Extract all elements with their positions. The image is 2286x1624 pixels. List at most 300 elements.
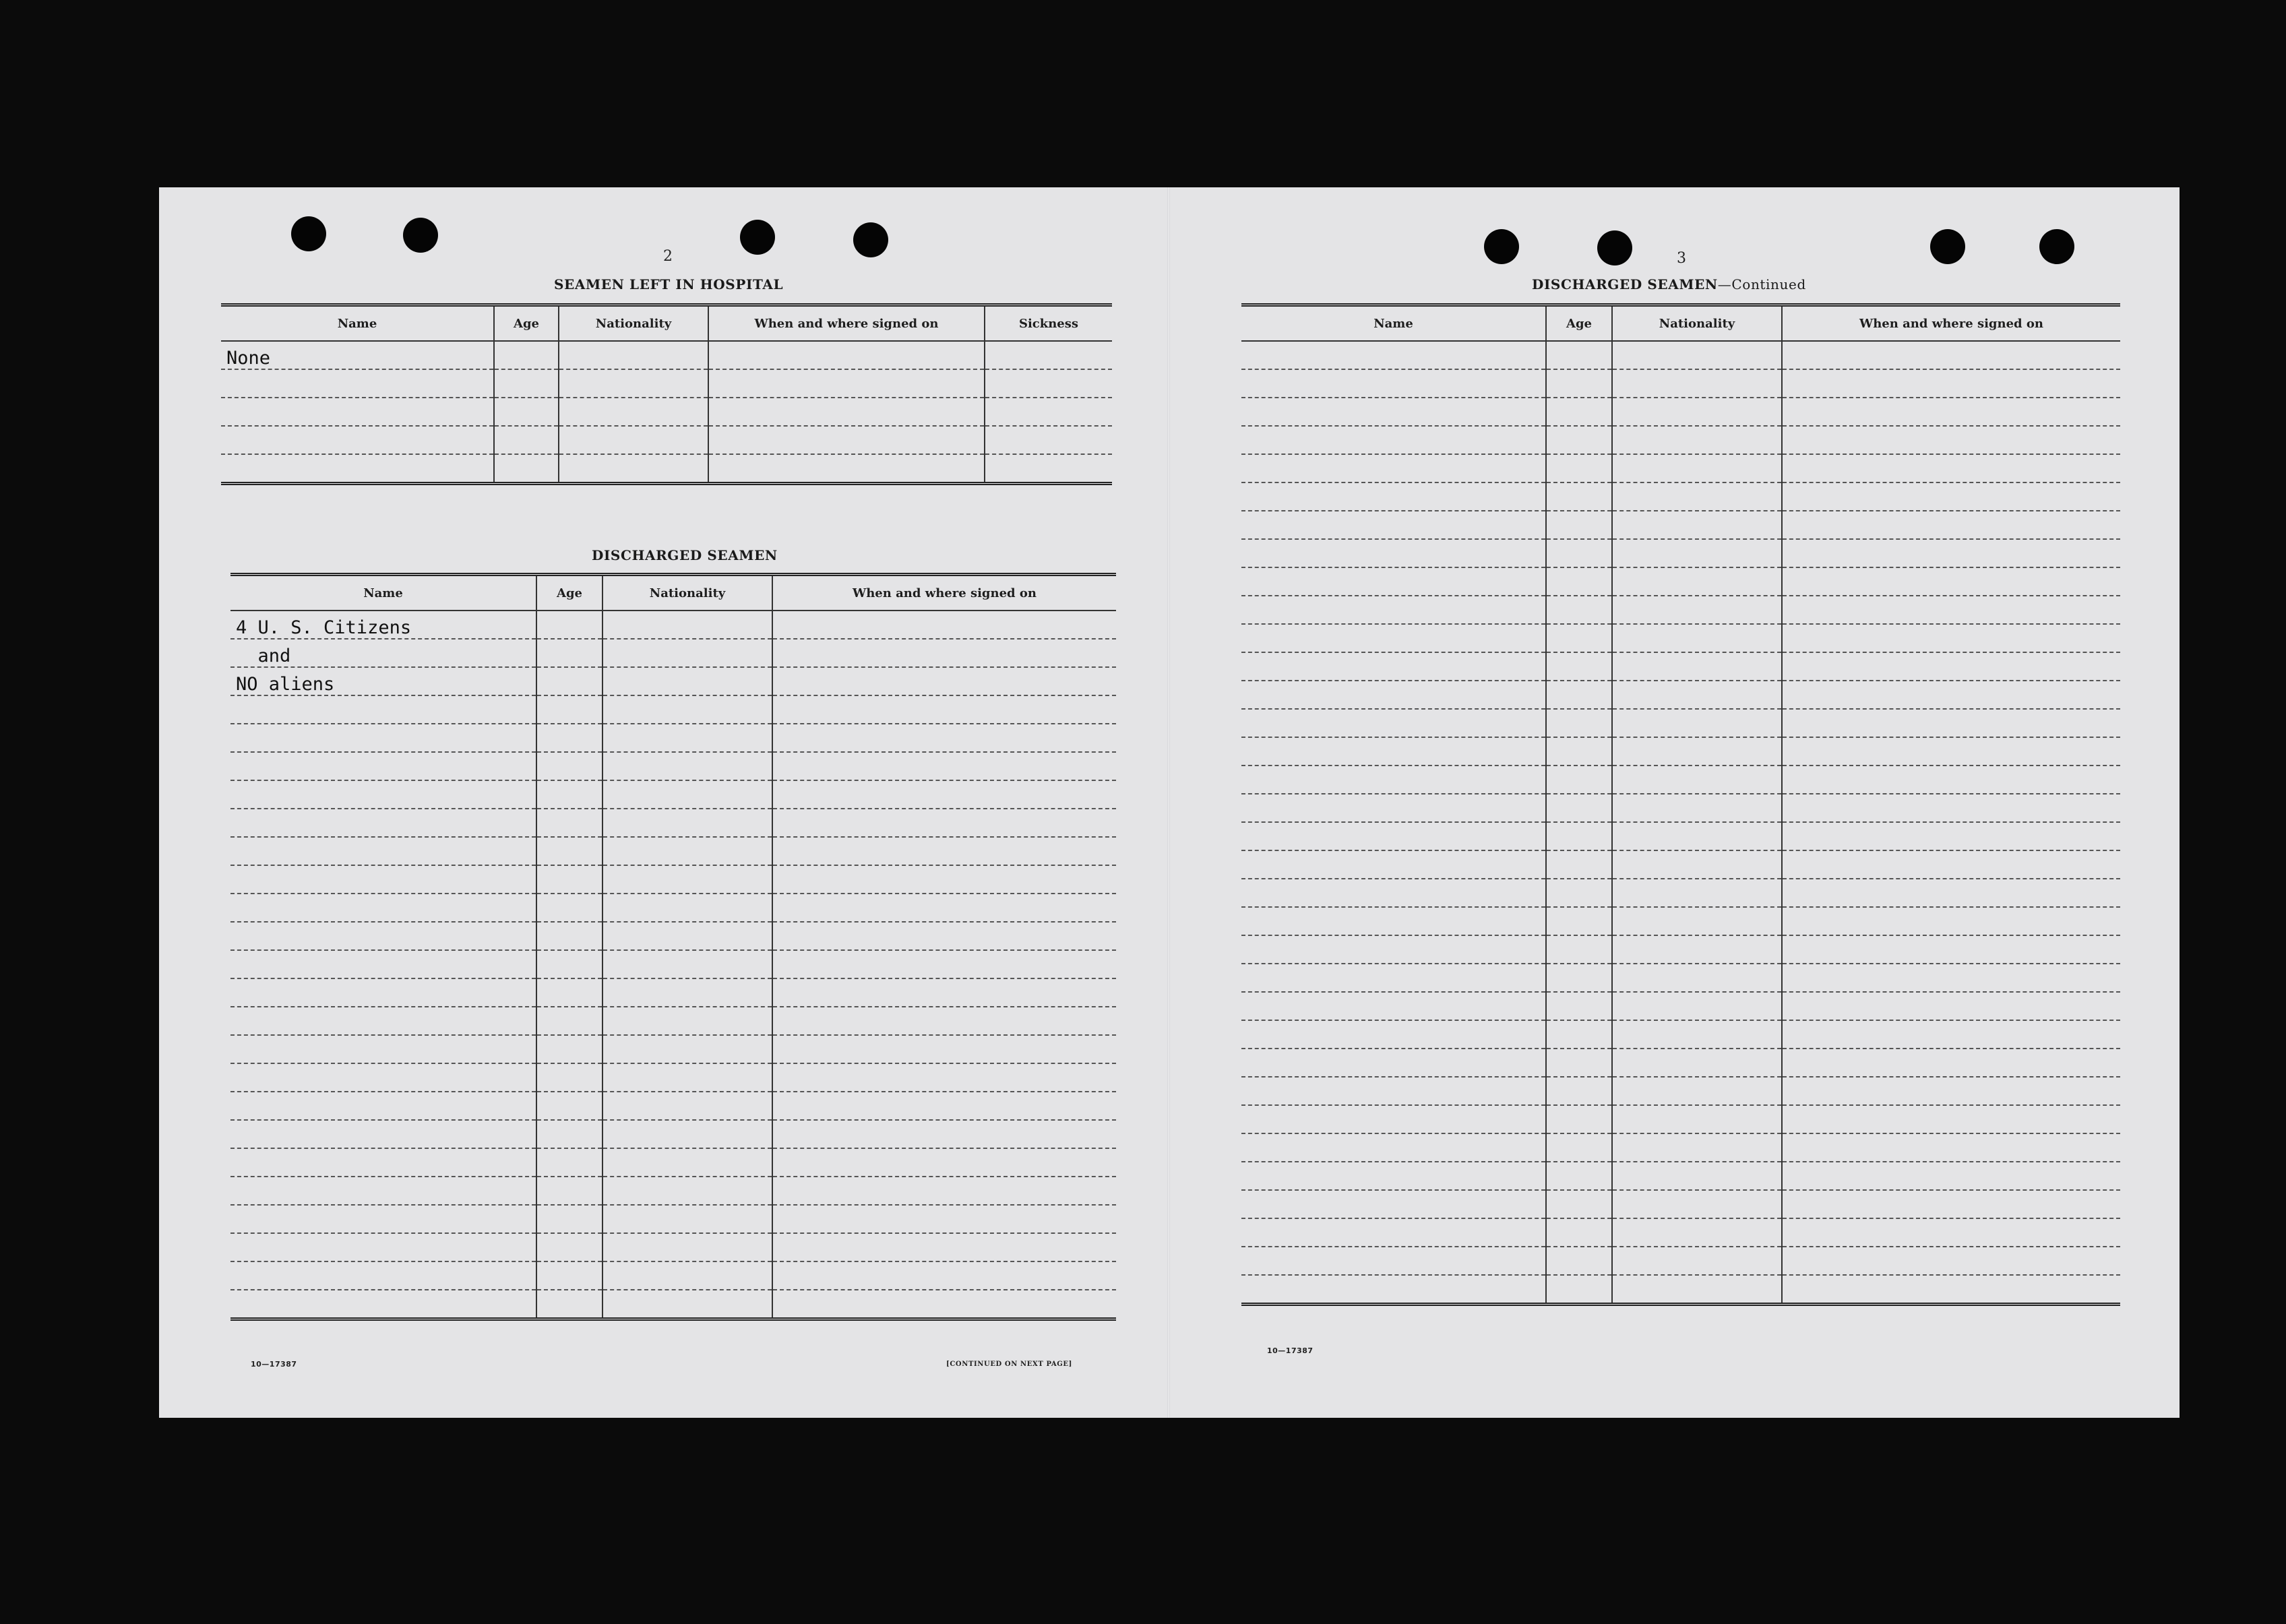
column-header: Age (536, 575, 603, 611)
table-row (230, 1177, 1116, 1205)
table-cell (603, 1233, 772, 1261)
table-cell (536, 1261, 603, 1290)
form-code: 10—17387 (1267, 1346, 1314, 1355)
column-header: Name (230, 575, 536, 611)
table-cell (772, 1007, 1116, 1035)
table-cell (603, 1007, 772, 1035)
table-cell (1612, 596, 1782, 624)
table-cell (1612, 1218, 1782, 1247)
column-header: When and where signed on (1782, 305, 2120, 342)
table-row (230, 667, 1116, 695)
table-row (230, 1148, 1116, 1177)
table-row (1241, 907, 2120, 935)
table-row (230, 780, 1116, 809)
table-cell (536, 639, 603, 667)
table-cell (1612, 850, 1782, 879)
table-cell (772, 724, 1116, 752)
table-cell (1546, 709, 1612, 737)
table-cell (221, 454, 494, 484)
table-cell (1782, 539, 2120, 567)
table-cell (1782, 766, 2120, 794)
table-row (1241, 964, 2120, 992)
table-cell (708, 426, 985, 454)
table-cell (536, 894, 603, 922)
table-cell (536, 1120, 603, 1148)
table-header-row (230, 575, 1116, 611)
table-cell (1782, 341, 2120, 369)
discharged-table (230, 573, 1116, 1321)
table-header-row (1241, 305, 2120, 342)
table-cell (772, 1261, 1116, 1290)
table-cell (1241, 850, 1546, 879)
table-cell (1612, 737, 1782, 766)
table-row (1241, 822, 2120, 850)
table-row (1241, 1247, 2120, 1275)
table-cell (559, 369, 708, 398)
table-cell (772, 865, 1116, 894)
table-row (230, 1007, 1116, 1035)
table-cell (772, 611, 1116, 639)
table-cell (1782, 964, 2120, 992)
table-cell (603, 1120, 772, 1148)
table-cell (230, 1233, 536, 1261)
table-cell (772, 1063, 1116, 1092)
table-cell (1782, 992, 2120, 1020)
page-number: 2 (663, 248, 673, 265)
table-row (1241, 652, 2120, 681)
table-cell (230, 837, 536, 865)
table-cell (603, 667, 772, 695)
table-cell (1546, 624, 1612, 652)
table-cell (230, 1035, 536, 1063)
table-cell (1546, 681, 1612, 709)
table-cell (536, 978, 603, 1007)
table-cell (230, 1120, 536, 1148)
table-row (1241, 1020, 2120, 1049)
table-cell (1546, 1218, 1612, 1247)
table-cell (1782, 1275, 2120, 1305)
table-cell (985, 398, 1112, 426)
table-cell (1782, 935, 2120, 964)
table-cell (536, 1290, 603, 1319)
table-cell (1612, 766, 1782, 794)
table-cell (1612, 879, 1782, 907)
table-row (230, 1233, 1116, 1261)
table-cell (1241, 794, 1546, 822)
table-cell (603, 1063, 772, 1092)
table-row (1241, 539, 2120, 567)
table-cell (1782, 1077, 2120, 1105)
table-cell (221, 369, 494, 398)
column-header: When and where signed on (708, 305, 985, 342)
table-cell (1241, 935, 1546, 964)
table-cell (1546, 850, 1612, 879)
table-row (230, 611, 1116, 639)
table-cell (1782, 369, 2120, 398)
table-cell (230, 894, 536, 922)
table-row (230, 724, 1116, 752)
table-row (1241, 935, 2120, 964)
table-cell (1241, 907, 1546, 935)
table-cell (772, 978, 1116, 1007)
table-cell (1546, 1162, 1612, 1190)
table-row (230, 1120, 1116, 1148)
table-cell (603, 611, 772, 639)
table-cell (1546, 369, 1612, 398)
table-cell (559, 398, 708, 426)
table-cell (772, 639, 1116, 667)
table-cell (559, 454, 708, 484)
table-cell (230, 1290, 536, 1319)
table-cell (985, 369, 1112, 398)
table-cell (1612, 1275, 1782, 1305)
table-row (1241, 454, 2120, 482)
table-cell (1546, 794, 1612, 822)
table-cell (1546, 879, 1612, 907)
table-cell (1782, 1133, 2120, 1162)
column-header: Name (221, 305, 494, 342)
table-cell (1241, 369, 1546, 398)
table-cell (1612, 907, 1782, 935)
table-cell (1612, 624, 1782, 652)
table-cell (1546, 1133, 1612, 1162)
table-cell: NO aliens (230, 667, 536, 695)
table-cell (536, 1063, 603, 1092)
table-row (1241, 511, 2120, 539)
table-cell (708, 398, 985, 426)
table-cell (1782, 737, 2120, 766)
table-cell (1612, 398, 1782, 426)
table-row (230, 894, 1116, 922)
table-cell (1241, 879, 1546, 907)
table-cell (772, 1233, 1116, 1261)
table-cell (536, 1092, 603, 1120)
table-row (1241, 369, 2120, 398)
discharged-continued-title (1532, 276, 1806, 292)
table-cell (1612, 992, 1782, 1020)
table-cell (230, 1063, 536, 1092)
table-cell (1546, 1049, 1612, 1077)
table-cell (536, 809, 603, 837)
table-cell (230, 950, 536, 978)
table-cell (221, 398, 494, 426)
table-row (1241, 1133, 2120, 1162)
table-cell (708, 454, 985, 484)
table-cell (603, 894, 772, 922)
table-row (1241, 879, 2120, 907)
table-cell (1241, 398, 1546, 426)
table-cell (1546, 766, 1612, 794)
table-row (1241, 482, 2120, 511)
table-cell (1546, 1247, 1612, 1275)
title-main: DISCHARGED SEAMEN (1532, 276, 1718, 292)
table-cell: 4 U. S. Citizens (230, 611, 536, 639)
table-cell (1612, 1133, 1782, 1162)
table-row (1241, 766, 2120, 794)
table-cell (603, 1148, 772, 1177)
table-cell (772, 950, 1116, 978)
table-cell (1546, 1077, 1612, 1105)
table-cell (1782, 850, 2120, 879)
table-cell (1546, 907, 1612, 935)
page-number: 3 (1677, 250, 1686, 267)
table-row (230, 1205, 1116, 1233)
table-cell (536, 1205, 603, 1233)
table-cell (772, 752, 1116, 780)
table-row (230, 1290, 1116, 1319)
table-cell (1241, 1190, 1546, 1218)
table-cell: and (230, 639, 536, 667)
table-cell (603, 950, 772, 978)
table-cell (772, 1177, 1116, 1205)
table-cell (1782, 596, 2120, 624)
table-cell (1782, 709, 2120, 737)
table-cell (230, 978, 536, 1007)
table-cell (1612, 1105, 1782, 1133)
table-row (1241, 794, 2120, 822)
table-row (221, 454, 1112, 484)
table-cell (1546, 652, 1612, 681)
table-cell (1612, 1162, 1782, 1190)
table-cell (1546, 737, 1612, 766)
table-cell (230, 752, 536, 780)
table-cell (985, 426, 1112, 454)
table-cell (536, 1233, 603, 1261)
table-row (230, 950, 1116, 978)
table-cell (1782, 624, 2120, 652)
table-row (230, 837, 1116, 865)
table-header-row (221, 305, 1112, 342)
table-cell (230, 1261, 536, 1290)
table-cell (221, 426, 494, 454)
table-cell (536, 865, 603, 894)
table-cell (772, 1290, 1116, 1319)
table-row (230, 978, 1116, 1007)
table-row (230, 752, 1116, 780)
table-cell (230, 809, 536, 837)
table-cell (494, 398, 559, 426)
table-cell (1546, 341, 1612, 369)
document-sheet (159, 187, 2180, 1418)
table-cell (559, 341, 708, 369)
table-row (1241, 624, 2120, 652)
table-cell (494, 369, 559, 398)
table-row (1241, 426, 2120, 454)
table-row (221, 369, 1112, 398)
table-cell (1241, 992, 1546, 1020)
table-cell (230, 922, 536, 950)
table-cell (1241, 1218, 1546, 1247)
table-cell (1241, 964, 1546, 992)
table-row (1241, 850, 2120, 879)
table-cell (230, 780, 536, 809)
table-row (1241, 567, 2120, 596)
hospital-section-title: SEAMEN LEFT IN HOSPITAL (554, 276, 784, 292)
column-header: Nationality (1612, 305, 1782, 342)
table-cell (772, 1035, 1116, 1063)
table-cell (1241, 1020, 1546, 1049)
table-cell (772, 780, 1116, 809)
table-cell (1612, 964, 1782, 992)
table-cell (1241, 1275, 1546, 1305)
table-cell (603, 1261, 772, 1290)
table-cell (536, 780, 603, 809)
table-cell (230, 695, 536, 724)
table-cell (494, 341, 559, 369)
table-row (1241, 1162, 2120, 1190)
table-cell (1612, 1077, 1782, 1105)
table-cell (1612, 482, 1782, 511)
table-cell (1782, 454, 2120, 482)
table-cell (1241, 454, 1546, 482)
table-cell (603, 724, 772, 752)
table-cell (1546, 1275, 1612, 1305)
table-cell (1612, 454, 1782, 482)
table-cell (603, 639, 772, 667)
table-cell (1241, 482, 1546, 511)
table-cell (1782, 511, 2120, 539)
table-cell (1546, 1105, 1612, 1133)
table-cell (1782, 482, 2120, 511)
table-cell (1546, 454, 1612, 482)
table-cell (536, 1035, 603, 1063)
column-header: When and where signed on (772, 575, 1116, 611)
table-cell (1241, 822, 1546, 850)
table-cell (536, 1148, 603, 1177)
table-cell (1546, 822, 1612, 850)
table-cell (603, 1035, 772, 1063)
table-cell (1241, 624, 1546, 652)
table-cell (772, 809, 1116, 837)
table-row (1241, 398, 2120, 426)
table-row (1241, 341, 2120, 369)
table-cell (1782, 1020, 2120, 1049)
table-cell (1612, 652, 1782, 681)
table-row (1241, 737, 2120, 766)
table-cell (536, 1177, 603, 1205)
table-cell (1546, 596, 1612, 624)
table-row (1241, 1077, 2120, 1105)
table-cell (559, 426, 708, 454)
right-page (1170, 187, 2180, 1418)
table-cell (1546, 567, 1612, 596)
table-cell (708, 341, 985, 369)
table-cell (708, 369, 985, 398)
table-cell (230, 1007, 536, 1035)
table-cell (1612, 341, 1782, 369)
table-cell (772, 1148, 1116, 1177)
table-row (1241, 1275, 2120, 1305)
table-row (1241, 681, 2120, 709)
hospital-table (221, 303, 1112, 485)
table-row (221, 341, 1112, 369)
table-cell (1546, 539, 1612, 567)
table-cell (1782, 426, 2120, 454)
table-cell (772, 1092, 1116, 1120)
table-row (1241, 596, 2120, 624)
table-cell (1782, 879, 2120, 907)
table-cell (1241, 1133, 1546, 1162)
table-cell (1241, 709, 1546, 737)
table-row (230, 865, 1116, 894)
table-row (1241, 709, 2120, 737)
table-row (230, 922, 1116, 950)
table-cell (1782, 652, 2120, 681)
table-cell (985, 454, 1112, 484)
table-cell (772, 922, 1116, 950)
table-cell (772, 837, 1116, 865)
table-row (1241, 1049, 2120, 1077)
table-cell (1241, 1105, 1546, 1133)
table-cell (1241, 1077, 1546, 1105)
table-row (230, 809, 1116, 837)
table-cell (1241, 567, 1546, 596)
table-cell (230, 1148, 536, 1177)
table-cell (603, 809, 772, 837)
column-header: Sickness (985, 305, 1112, 342)
table-cell (1782, 681, 2120, 709)
table-cell (536, 752, 603, 780)
table-cell (1241, 1049, 1546, 1077)
table-cell (536, 667, 603, 695)
table-cell (1241, 652, 1546, 681)
table-cell (603, 1177, 772, 1205)
table-cell (536, 950, 603, 978)
table-row (221, 426, 1112, 454)
table-cell (1241, 341, 1546, 369)
table-cell (1241, 596, 1546, 624)
table-cell (1782, 822, 2120, 850)
table-cell (1612, 369, 1782, 398)
table-row (230, 1092, 1116, 1120)
table-cell (536, 724, 603, 752)
table-cell (1612, 426, 1782, 454)
table-cell (1612, 1247, 1782, 1275)
table-cell (1782, 567, 2120, 596)
table-cell (536, 922, 603, 950)
column-header: Age (494, 305, 559, 342)
table-cell (1782, 1162, 2120, 1190)
table-cell (1546, 426, 1612, 454)
table-cell (1546, 511, 1612, 539)
table-row (230, 1035, 1116, 1063)
column-header: Nationality (559, 305, 708, 342)
table-cell (603, 695, 772, 724)
table-cell (1782, 907, 2120, 935)
table-cell (772, 667, 1116, 695)
table-cell (1241, 766, 1546, 794)
table-cell (1241, 1162, 1546, 1190)
table-cell (536, 1007, 603, 1035)
table-cell (1782, 1190, 2120, 1218)
table-cell (603, 837, 772, 865)
table-cell (1612, 1190, 1782, 1218)
table-cell (1612, 681, 1782, 709)
table-row (1241, 1190, 2120, 1218)
column-header: Name (1241, 305, 1546, 342)
table-cell (536, 611, 603, 639)
table-cell (1241, 511, 1546, 539)
table-cell (603, 865, 772, 894)
table-cell (772, 695, 1116, 724)
table-cell (1241, 426, 1546, 454)
table-cell (603, 752, 772, 780)
table-row (1241, 1218, 2120, 1247)
left-page (159, 187, 1167, 1418)
table-cell (1546, 398, 1612, 426)
column-header: Age (1546, 305, 1612, 342)
table-cell: None (221, 341, 494, 369)
